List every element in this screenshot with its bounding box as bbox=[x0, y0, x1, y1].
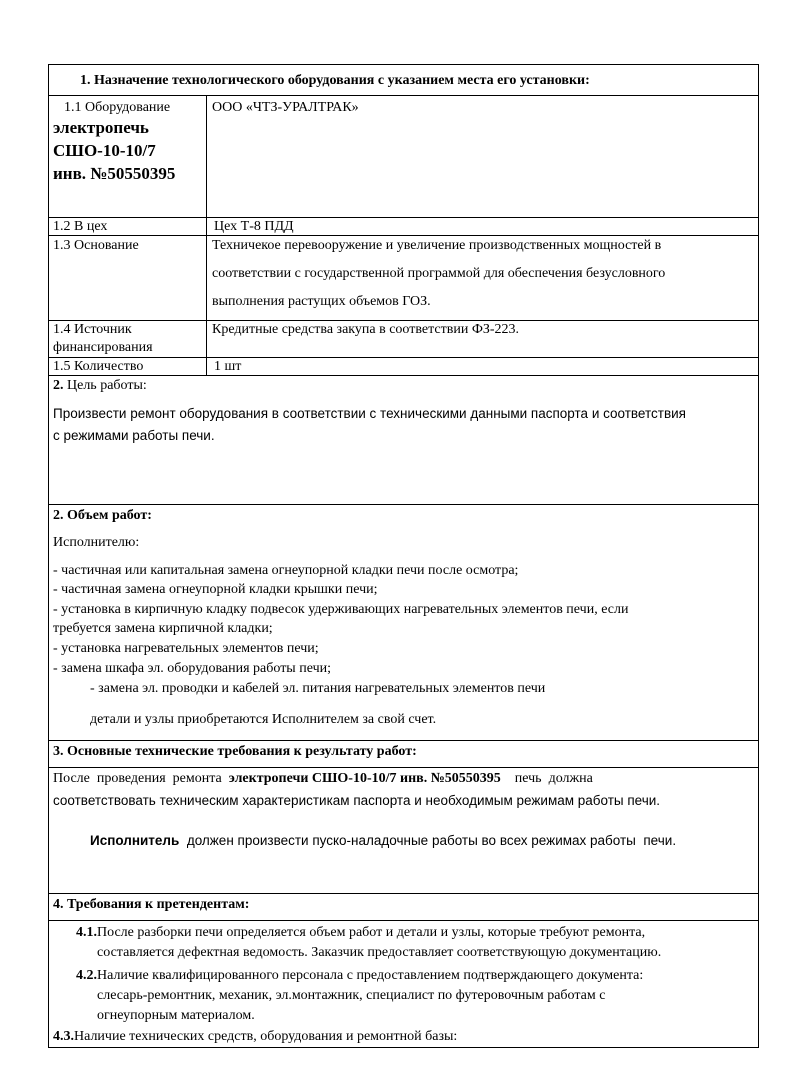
scope-item: - установка в кирпичную кладку подвесок удерживающих нагревательных элементов печи, если bbox=[53, 602, 629, 617]
requirements-heading: 3. Основные технические требования к результату работ: bbox=[53, 744, 417, 759]
workshop-label: 1.2 В цех bbox=[53, 219, 108, 234]
item-number: 4.1. bbox=[76, 925, 97, 940]
goal-text-line2: с режимами работы печи. bbox=[53, 428, 215, 443]
candidate-item-3 bbox=[53, 1028, 457, 1046]
requirements-line1-start: После проведения ремонта bbox=[53, 771, 229, 786]
scope-heading: 2. Объем работ: bbox=[53, 508, 152, 523]
funding-value: Кредитные средства закупа в соответствии ФЗ-223. bbox=[212, 322, 520, 337]
row-divider bbox=[48, 217, 759, 218]
item-number: 4.2. bbox=[76, 968, 97, 983]
basis-label: 1.3 Основание bbox=[53, 238, 139, 253]
row-divider bbox=[48, 504, 759, 505]
funding-label-line2: финансирования bbox=[53, 340, 153, 355]
goal-heading-text: Цель работы: bbox=[63, 378, 147, 393]
candidate-item-1 bbox=[76, 924, 645, 942]
scope-item: требуется замена кирпичной кладки; bbox=[53, 621, 273, 636]
row-divider bbox=[48, 357, 759, 358]
candidate-item-2-cont: слесарь-ремонтник, механик, эл.монтажник, специалист по футеровочным работам с bbox=[97, 988, 606, 1003]
item-text: После разборки печи определяется объем работ и детали и узлы, которые требуют ремонта, bbox=[97, 925, 646, 940]
equipment-name-inline: электропечи СШО-10-10/7 инв. №50550395 bbox=[228, 771, 501, 786]
scope-performer: Исполнителю: bbox=[53, 535, 140, 550]
scope-note: детали и узлы приобретаются Исполнителем за свой счет. bbox=[90, 712, 437, 727]
item-text: Наличие технических средств, оборудования и ремонтной базы: bbox=[74, 1029, 458, 1044]
quantity-label: 1.5 Количество bbox=[53, 359, 144, 374]
requirements-line1 bbox=[53, 770, 593, 788]
requirements-line2: соответствовать техническим характеристикам паспорта и необходимым режимам работы печи. bbox=[53, 793, 661, 808]
candidate-item-2-cont: огнеупорным материалом. bbox=[97, 1008, 255, 1023]
candidates-heading: 4. Требования к претендентам: bbox=[53, 897, 250, 912]
performer-bold: Исполнитель bbox=[90, 833, 180, 848]
row-divider bbox=[48, 893, 759, 894]
candidate-item-1-cont: составляется дефектная ведомость. Заказчик предоставляет соответствующую документацию. bbox=[97, 945, 662, 960]
row-divider bbox=[48, 767, 759, 768]
row-divider bbox=[48, 235, 759, 236]
equipment-name-line2: СШО-10-10/7 bbox=[53, 141, 156, 160]
basis-line3: выполнения растущих объемов ГОЗ. bbox=[212, 294, 431, 309]
goal-heading-num: 2. bbox=[53, 378, 64, 393]
row-divider bbox=[48, 920, 759, 921]
requirements-line3-rest: должен произвести пуско-наладочные работы во всех режимах работы печи. bbox=[179, 833, 677, 848]
scope-item-indented: - замена эл. проводки и кабелей эл. питания нагревательных элементов печи bbox=[90, 681, 546, 696]
requirements-line1-end: печь должна bbox=[500, 771, 593, 786]
item-text: Наличие квалифицированного персонала с предоставлением подтверждающего документа: bbox=[97, 968, 644, 983]
candidate-item-2 bbox=[76, 967, 643, 985]
basis-line2: соответствии с государственной программой для обеспечения безусловного bbox=[212, 266, 666, 281]
scope-item: - частичная или капитальная замена огнеупорной кладки печи после осмотра; bbox=[53, 563, 519, 578]
goal-text-line1: Произвести ремонт оборудования в соответствии с техническими данными паспорта и соответствия bbox=[53, 406, 686, 421]
funding-label-line1: 1.4 Источник bbox=[53, 322, 132, 337]
scope-item: - замена шкафа эл. оборудования работы печи; bbox=[53, 661, 331, 676]
basis-line1: Техничекое перевооружение и увеличение производственных мощностей в bbox=[212, 238, 662, 253]
scope-item: - частичная замена огнеупорной кладки крышки печи; bbox=[53, 582, 378, 597]
equipment-owner: ООО «ЧТЗ-УРАЛТРАК» bbox=[212, 100, 359, 115]
scope-item: - установка нагревательных элементов печи; bbox=[53, 641, 319, 656]
requirements-line3 bbox=[90, 832, 676, 850]
quantity-value: 1 шт bbox=[214, 359, 242, 374]
equipment-name-line1: электропечь bbox=[53, 118, 149, 137]
column-divider bbox=[206, 95, 207, 375]
equipment-name-line3: инв. №50550395 bbox=[53, 164, 176, 183]
row-divider bbox=[48, 375, 759, 376]
item-number: 4.3. bbox=[53, 1029, 74, 1044]
equipment-label: 1.1 Оборудование bbox=[64, 100, 171, 115]
workshop-value: Цех Т-8 ПДД bbox=[214, 219, 294, 234]
row-divider bbox=[48, 95, 759, 96]
section1-heading: 1. Назначение технологического оборудования с указанием места его установки: bbox=[80, 73, 590, 88]
row-divider bbox=[48, 740, 759, 741]
goal-heading bbox=[53, 377, 147, 395]
